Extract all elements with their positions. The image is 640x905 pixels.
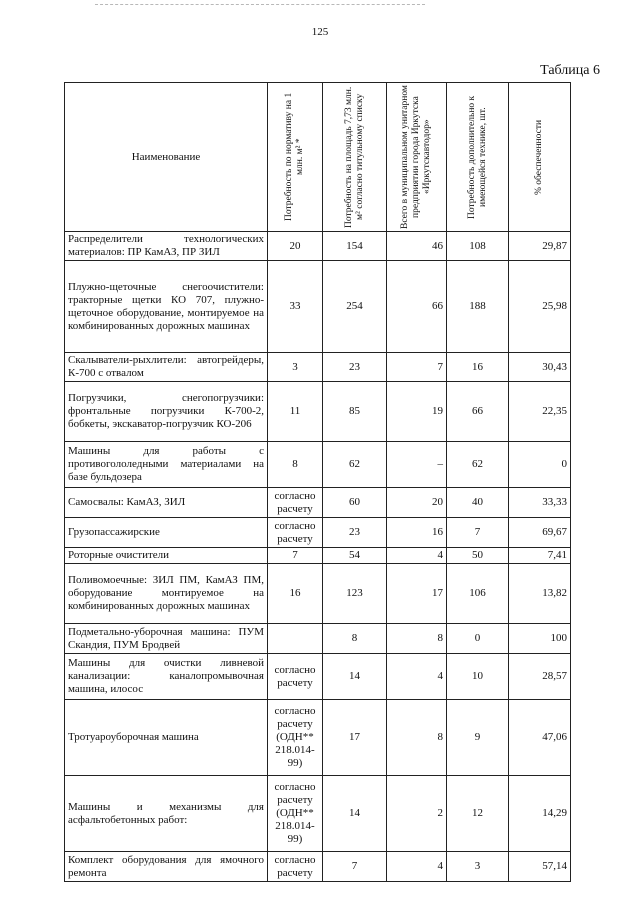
row-name: Машины для очистки ливневой канализации: каналопромывочная машина, илосос	[65, 654, 268, 700]
row-need: 62	[323, 442, 387, 488]
table-row	[65, 776, 571, 852]
table-row	[65, 353, 571, 382]
row-name: Машины и механизмы для асфальтобетонных работ:	[65, 776, 268, 852]
table-row	[65, 548, 571, 564]
row-have: –	[387, 442, 447, 488]
row-percent: 47,06	[509, 700, 571, 776]
row-percent: 28,57	[509, 654, 571, 700]
row-name: Тротуароуборочная машина	[65, 700, 268, 776]
row-name: Роторные очистители	[65, 548, 268, 564]
row-extra: 62	[447, 442, 509, 488]
row-extra: 66	[447, 382, 509, 442]
row-extra: 9	[447, 700, 509, 776]
table-row	[65, 564, 571, 624]
row-name: Поливомоечные: ЗИЛ ПМ, КамАЗ ПМ, оборудование монтируемое на комбинированных дорожных машинах	[65, 564, 268, 624]
row-percent: 22,35	[509, 382, 571, 442]
row-extra: 0	[447, 624, 509, 654]
row-name: Погрузчики, снегопогрузчики: фронтальные погрузчики К-700-2, бобкеты, экскаватор-погрузчик КО-206	[65, 382, 268, 442]
row-extra: 7	[447, 518, 509, 548]
row-extra: 16	[447, 353, 509, 382]
table-row	[65, 518, 571, 548]
row-percent: 30,43	[509, 353, 571, 382]
row-have: 17	[387, 564, 447, 624]
row-need: 60	[323, 488, 387, 518]
row-extra: 3	[447, 852, 509, 882]
table-row	[65, 700, 571, 776]
row-need: 7	[323, 852, 387, 882]
table-caption: Таблица 6	[540, 63, 600, 78]
row-name: Плужно-щеточные снегоочистители: тракторные щетки КО 707, плужно-щеточное оборудование, монтируемое на комбинированных дорожных машинах	[65, 261, 268, 353]
row-norm	[268, 624, 323, 654]
row-norm: 7	[268, 548, 323, 564]
header-name: Наименование	[65, 83, 268, 232]
row-extra: 108	[447, 232, 509, 261]
table-row	[65, 442, 571, 488]
row-percent: 14,29	[509, 776, 571, 852]
row-norm: 33	[268, 261, 323, 353]
row-have: 16	[387, 518, 447, 548]
row-name: Самосвалы: КамАЗ, ЗИЛ	[65, 488, 268, 518]
table-body	[65, 232, 571, 882]
row-percent: 57,14	[509, 852, 571, 882]
row-norm: 16	[268, 564, 323, 624]
row-need: 154	[323, 232, 387, 261]
page-number: 125	[311, 26, 329, 38]
row-percent: 69,67	[509, 518, 571, 548]
row-norm: согласно расчету	[268, 488, 323, 518]
row-name: Подметально-уборочная машина: ПУМ Скандия, ПУМ Бродвей	[65, 624, 268, 654]
row-need: 254	[323, 261, 387, 353]
row-extra: 50	[447, 548, 509, 564]
header-percent: % обеспеченности	[509, 83, 571, 232]
table-row	[65, 232, 571, 261]
row-percent: 0	[509, 442, 571, 488]
row-have: 4	[387, 548, 447, 564]
row-percent: 25,98	[509, 261, 571, 353]
equipment-table	[64, 82, 571, 882]
row-extra: 188	[447, 261, 509, 353]
row-percent: 100	[509, 624, 571, 654]
row-need: 123	[323, 564, 387, 624]
row-need: 54	[323, 548, 387, 564]
row-percent: 7,41	[509, 548, 571, 564]
row-have: 4	[387, 654, 447, 700]
row-have: 8	[387, 624, 447, 654]
row-norm: согласно расчету (ОДН** 218.014-99)	[268, 700, 323, 776]
row-have: 4	[387, 852, 447, 882]
table-row	[65, 382, 571, 442]
row-name: Комплект оборудования для ямочного ремонта	[65, 852, 268, 882]
row-percent: 13,82	[509, 564, 571, 624]
header-need: Потребность на площадь 7,73 млн. м² согласно титульному списку	[323, 83, 387, 232]
row-have: 7	[387, 353, 447, 382]
row-have: 66	[387, 261, 447, 353]
row-need: 23	[323, 518, 387, 548]
header-extra: Потребность дополнительно к имеющейся технике, шт.	[447, 83, 509, 232]
row-norm: 3	[268, 353, 323, 382]
row-norm: 11	[268, 382, 323, 442]
row-norm: согласно расчету (ОДН** 218.014-99)	[268, 776, 323, 852]
row-extra: 106	[447, 564, 509, 624]
row-norm: согласно расчету	[268, 654, 323, 700]
scan-artifact-line	[95, 4, 425, 11]
table-row	[65, 654, 571, 700]
row-name: Распределители технологических материалов: ПР КамАЗ, ПР ЗИЛ	[65, 232, 268, 261]
header-norm: Потребность по нормативу на 1 млн. м² *	[268, 83, 323, 232]
row-have: 20	[387, 488, 447, 518]
table-header-row	[65, 83, 571, 232]
table-row	[65, 261, 571, 353]
row-name: Машины для работы с противогололедными материалами на базе бульдозера	[65, 442, 268, 488]
row-norm: согласно расчету	[268, 852, 323, 882]
row-norm: согласно расчету	[268, 518, 323, 548]
row-have: 46	[387, 232, 447, 261]
row-have: 8	[387, 700, 447, 776]
row-need: 85	[323, 382, 387, 442]
row-need: 17	[323, 700, 387, 776]
row-have: 19	[387, 382, 447, 442]
row-need: 14	[323, 776, 387, 852]
table-row	[65, 624, 571, 654]
row-name: Скалыватели-рыхлители: автогрейдеры, К-700 с отвалом	[65, 353, 268, 382]
row-need: 23	[323, 353, 387, 382]
row-need: 8	[323, 624, 387, 654]
row-have: 2	[387, 776, 447, 852]
table-row	[65, 488, 571, 518]
row-extra: 40	[447, 488, 509, 518]
row-need: 14	[323, 654, 387, 700]
row-norm: 20	[268, 232, 323, 261]
table-row	[65, 852, 571, 882]
row-percent: 29,87	[509, 232, 571, 261]
row-percent: 33,33	[509, 488, 571, 518]
row-norm: 8	[268, 442, 323, 488]
row-extra: 10	[447, 654, 509, 700]
row-extra: 12	[447, 776, 509, 852]
header-have: Всего в муниципальном унитарном предприятии города Иркутска «Иркутскавтодор»	[387, 83, 447, 232]
row-name: Грузопассажирские	[65, 518, 268, 548]
